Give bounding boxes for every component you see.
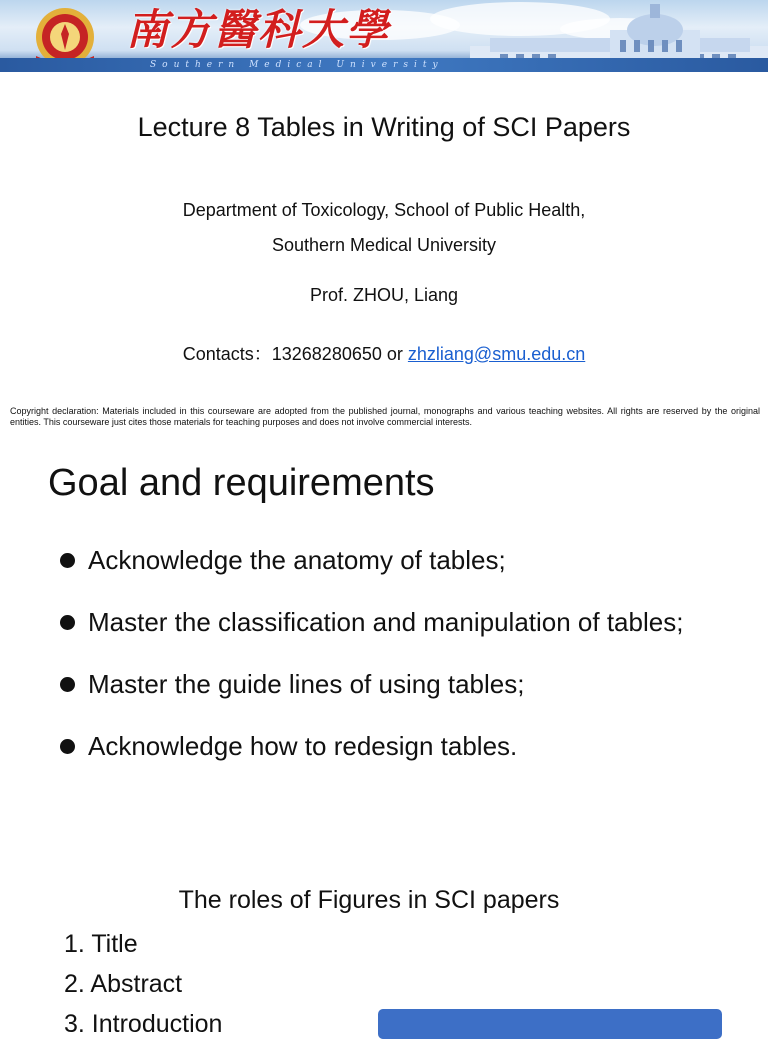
department-line-1: Department of Toxicology, School of Public Health,	[182, 200, 586, 220]
bullet-icon	[60, 677, 75, 692]
callout-box	[378, 1009, 722, 1039]
roles-item: 1. Title	[64, 930, 138, 958]
contacts-line	[0, 340, 768, 366]
roles-item: 2. Abstract	[64, 970, 183, 998]
university-name-calligraphy: 南方醫科大學	[126, 5, 391, 54]
bullet-icon	[60, 553, 75, 568]
goals-heading: Goal and requirements	[48, 462, 435, 504]
goal-text: Acknowledge how to redesign tables.	[88, 731, 518, 761]
goal-item	[58, 726, 683, 788]
bullet-icon	[60, 615, 75, 630]
goal-item	[58, 602, 683, 664]
goal-text: Master the guide lines of using tables;	[88, 669, 525, 699]
callout-text	[378, 1009, 722, 1021]
roles-heading: The roles of Figures in SCI papers	[178, 886, 560, 914]
university-name-english: Southern Medical University	[150, 60, 444, 70]
goals-list	[58, 540, 683, 788]
roles-list	[64, 926, 222, 1046]
bullet-icon	[60, 739, 75, 754]
goal-text: Acknowledge the anatomy of tables;	[88, 545, 506, 575]
goal-item	[58, 540, 683, 602]
email-link[interactable]: zhzliang@smu.edu.cn	[407, 344, 586, 364]
lecture-title: Lecture 8 Tables in Writing of SCI Papers	[137, 112, 631, 142]
university-banner	[0, 0, 768, 72]
goal-text: Master the classification and manipulation of tables;	[88, 607, 684, 637]
roles-item: 3. Introduction	[64, 1010, 223, 1038]
goal-item	[58, 664, 683, 726]
copyright-declaration: Copyright declaration: Materials included in this courseware are adopted from the published journal, monographs and various teaching websites. All rights are reserved by the original entities. This courseware just cites those materials for teaching purposes and does not involve commercial interests.	[10, 406, 760, 427]
department-line-2: Southern Medical University	[271, 235, 497, 255]
professor-name: Prof. ZHOU, Liang	[309, 285, 459, 305]
contacts-prefix: Contacts：13268280650 or	[182, 344, 408, 364]
